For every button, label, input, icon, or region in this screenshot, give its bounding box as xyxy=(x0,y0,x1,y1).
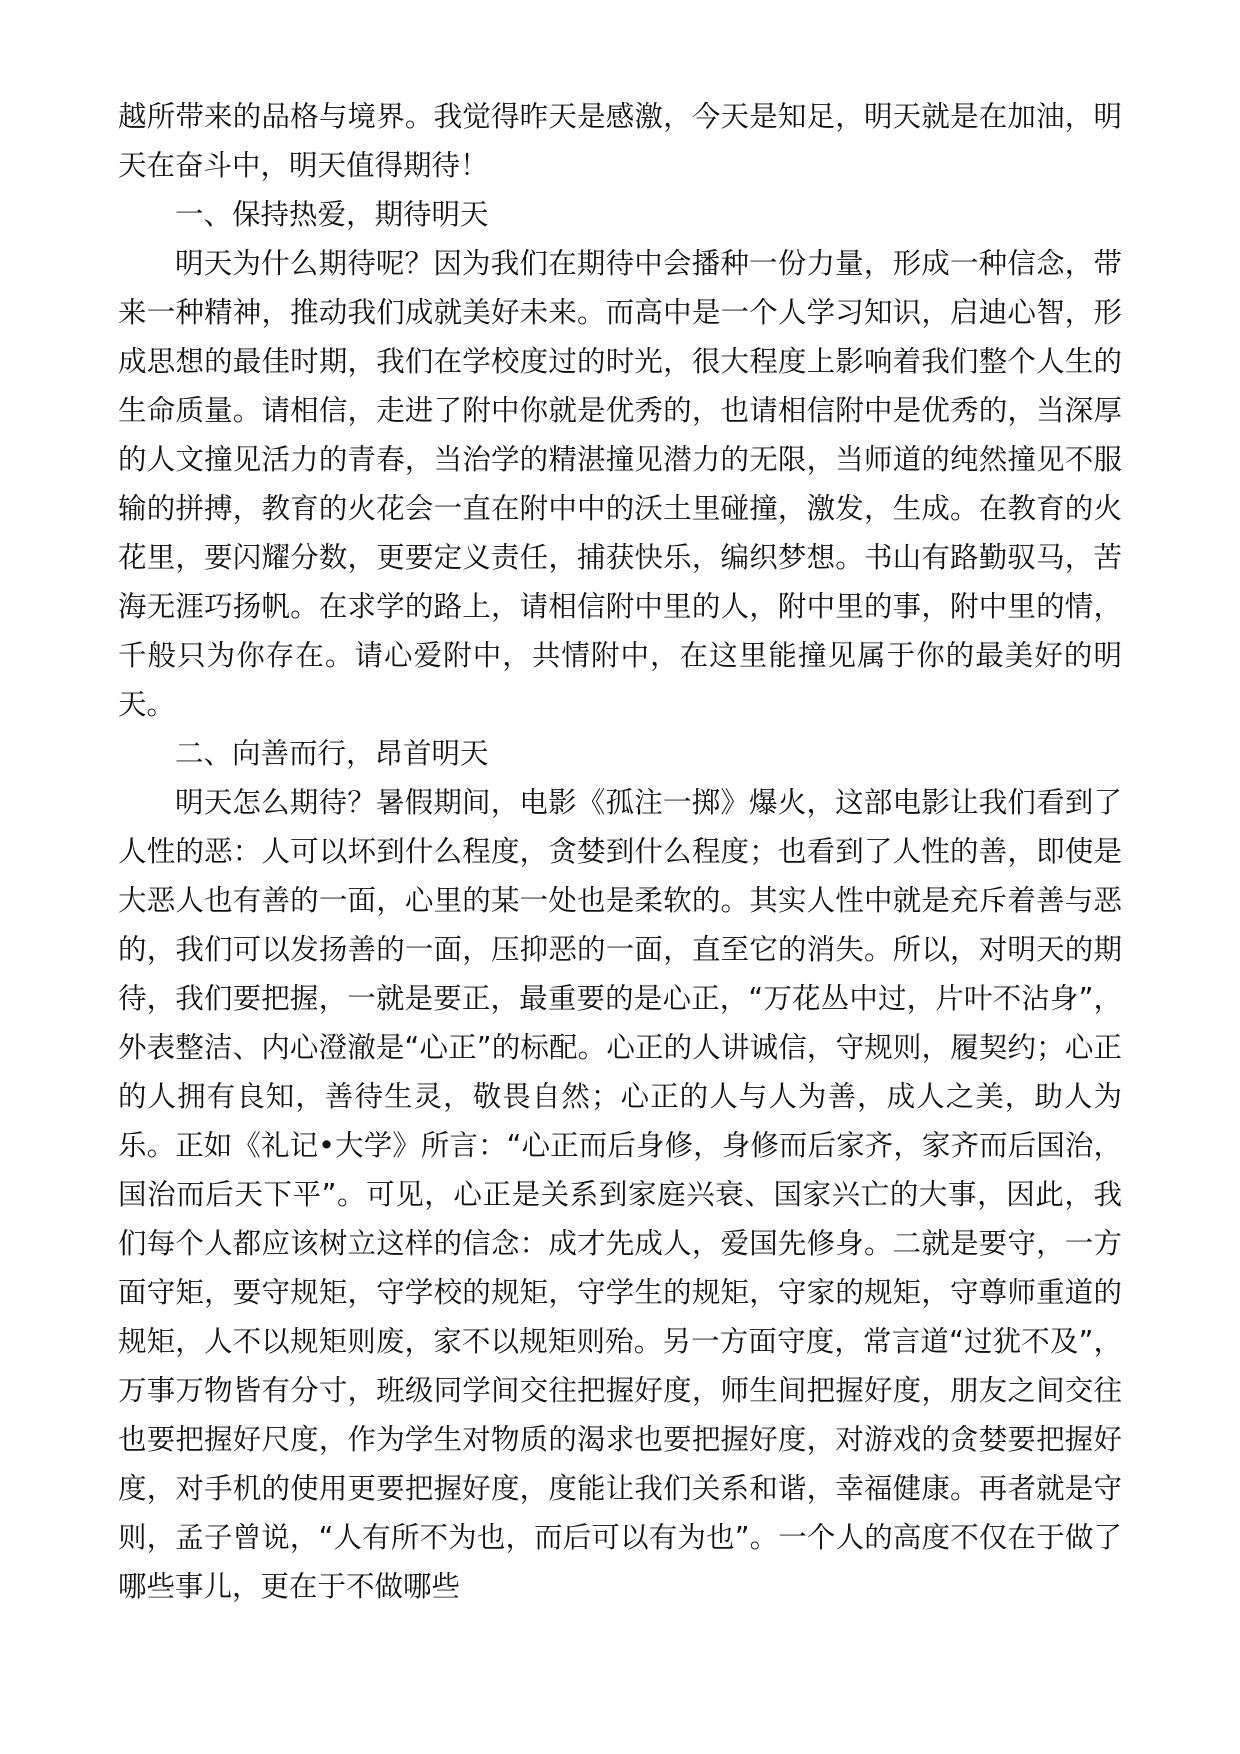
document-page xyxy=(118,92,1122,1611)
section-heading-1: 一、保持热爱，期待明天 xyxy=(175,198,489,231)
paragraph-body-1: 明天为什么期待呢？因为我们在期待中会播种一份力量，形成一种信念，带来一种精神，推动我们成就美好未来。而高中是一个人学习知识，启迪心智，形成思想的最佳时期，我们在学校度过的时光，很大程度上影响着我们整个人生的生命质量。请相信，走进了附中你就是优秀的，也请相信附中是优秀的，当深厚的人文撞见活力的青春，当治学的精湛撞见潜力的无限，当师道的纯然撞见不服输的拼搏，教育的火花会一直在附中中的沃土里碰撞，激发，生成。在教育的火花里，要闪耀分数，更要定义责任，捕获快乐，编织梦想。书山有路勤驭马，苦海无涯巧扬帆。在求学的路上，请相信附中里的人，附中里的事，附中里的情，千般只为你存在。请心爱附中，共情附中，在这里能撞见属于你的最美好的明天。 xyxy=(118,247,1122,721)
section-heading-2: 二、向善而行，昂首明天 xyxy=(175,737,489,770)
paragraph-body-2: 明天怎么期待？暑假期间，电影《孤注一掷》爆火，这部电影让我们看到了人性的恶：人可以坏到什么程度，贪婪到什么程度；也看到了人性的善，即使是大恶人也有善的一面，心里的某一处也是柔软的。其实人性中就是充斥着善与恶的，我们可以发扬善的一面，压抑恶的一面，直至它的消失。所以，对明天的期待，我们要把握，一就是要正，最重要的是心正，“万花丛中过，片叶不沾身”，外表整洁、内心澄澈是“心正”的标配。心正的人讲诚信，守规则，履契约；心正的人拥有良知，善待生灵，敬畏自然；心正的人与人为善，成人之美，助人为乐。正如《礼记•大学》所言：“心正而后身修，身修而后家齐，家齐而后国治，国治而后天下平”。可见，心正是关系到家庭兴衰、国家兴亡的大事，因此，我们每个人都应该树立这样的信念：成才先成人，爱国先修身。二就是要守，一方面守矩，要守规矩，守学校的规矩，守学生的规矩，守家的规矩，守尊师重道的规矩，人不以规矩则废，家不以规矩则殆。另一方面守度，常言道“过犹不及”，万事万物皆有分寸，班级同学间交往把握好度，师生间把握好度，朋友之间交往也要把握好尺度，作为学生对物质的渴求也要把握好度，对游戏的贪婪要把握好度，对手机的使用更要把握好度，度能让我们关系和谐，幸福健康。再者就是守则，孟子曾说，“人有所不为也，而后可以有为也”。一个人的高度不仅在于做了哪些事儿，更在于不做哪些 xyxy=(118,786,1122,1603)
paragraph-continuation: 越所带来的品格与境界。我觉得昨天是感激，今天是知足，明天就是在加油，明天在奋斗中，明天值得期待！ xyxy=(118,100,1122,182)
